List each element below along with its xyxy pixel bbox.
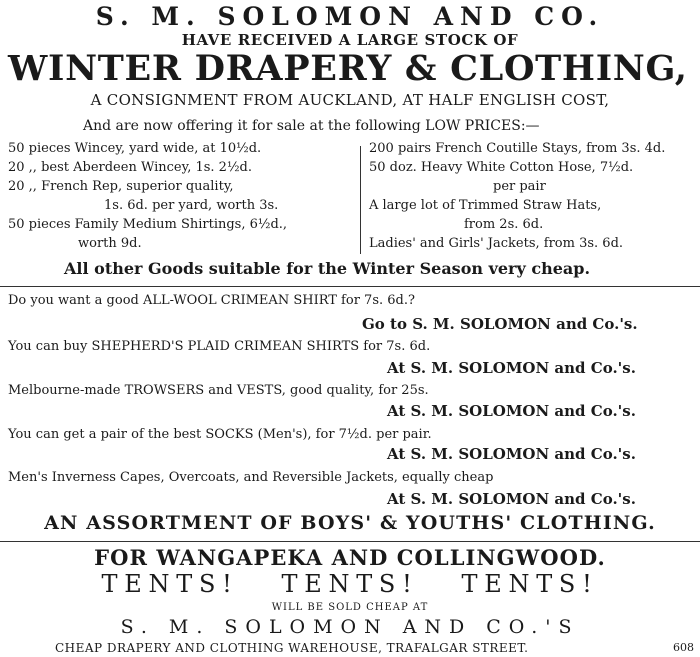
offer-text: Men's Inverness Capes, Overcoats, and Reversible Jackets, equally cheap: [8, 470, 494, 485]
left-item: 1s. 6d. per yard, worth 3s.: [104, 198, 279, 213]
right-item: A large lot of Trimmed Straw Hats,: [369, 198, 602, 213]
sold-cheap-line: WILL BE SOLD CHEAP AT: [271, 602, 429, 613]
left-item: 20 ,, French Rep, superior quality,: [8, 179, 234, 194]
footer-firm: S. M. SOLOMON AND CO.'S: [120, 616, 580, 638]
received-line: HAVE RECEIVED A LARGE STOCK OF: [181, 31, 519, 49]
left-item: 20 ,, best Aberdeen Wincey, 1s. 2½d.: [8, 160, 252, 175]
headline: WINTER DRAPERY & CLOTHING,: [8, 48, 688, 89]
tents-line: TENTS! TENTS! TENTS!: [101, 570, 599, 598]
section-divider: [0, 286, 700, 287]
offer-answer: Go to S. M. SOLOMON and Co.'s.: [362, 315, 638, 333]
right-item: 50 doz. Heavy White Cotton Hose, 7½d.: [369, 160, 634, 175]
wangapeka-line: FOR WANGAPEKA AND COLLINGWOOD.: [94, 545, 606, 570]
firm-name: S. M. SOLOMON AND CO.: [95, 2, 605, 31]
right-item: from 2s. 6d.: [464, 217, 544, 232]
consignment-line: A CONSIGNMENT FROM AUCKLAND, AT HALF ENGLISH COST,: [90, 91, 610, 109]
offer-answer: At S. M. SOLOMON and Co.'s.: [387, 402, 636, 420]
offer-answer: At S. M. SOLOMON and Co.'s.: [387, 445, 636, 463]
offer-text: Do you want a good ALL-WOOL CRIMEAN SHIRT for 7s. 6d.?: [8, 293, 415, 308]
offer-answer: At S. M. SOLOMON and Co.'s.: [387, 490, 636, 508]
section-divider: [0, 541, 700, 542]
left-item: 50 pieces Family Medium Shirtings, 6½d.,: [8, 217, 288, 232]
assortment-line: AN ASSORTMENT OF BOYS' & YOUTHS' CLOTHING.: [44, 512, 656, 534]
ad-number: 608: [673, 641, 694, 654]
offering-line: And are now offering it for sale at the following LOW PRICES:—: [83, 118, 540, 134]
column-divider: [360, 146, 361, 254]
warehouse-address: CHEAP DRAPERY AND CLOTHING WAREHOUSE, TRAFALGAR STREET.: [55, 641, 529, 655]
left-item: 50 pieces Wincey, yard wide, at 10½d.: [8, 141, 262, 156]
right-item: 200 pairs French Coutille Stays, from 3s. 4d.: [369, 141, 666, 156]
offer-text: You can buy SHEPHERD'S PLAID CRIMEAN SHIRTS for 7s. 6d.: [8, 339, 431, 354]
offer-answer: At S. M. SOLOMON and Co.'s.: [387, 359, 636, 377]
right-item: per pair: [493, 179, 546, 194]
winter-goods-line: All other Goods suitable for the Winter Season very cheap.: [64, 259, 591, 278]
offer-text: Melbourne-made TROWSERS and VESTS, good quality, for 25s.: [8, 383, 429, 398]
left-item: worth 9d.: [78, 236, 142, 251]
right-item: Ladies' and Girls' Jackets, from 3s. 6d.: [369, 236, 624, 251]
offer-text: You can get a pair of the best SOCKS (Men's), for 7½d. per pair.: [8, 427, 432, 442]
